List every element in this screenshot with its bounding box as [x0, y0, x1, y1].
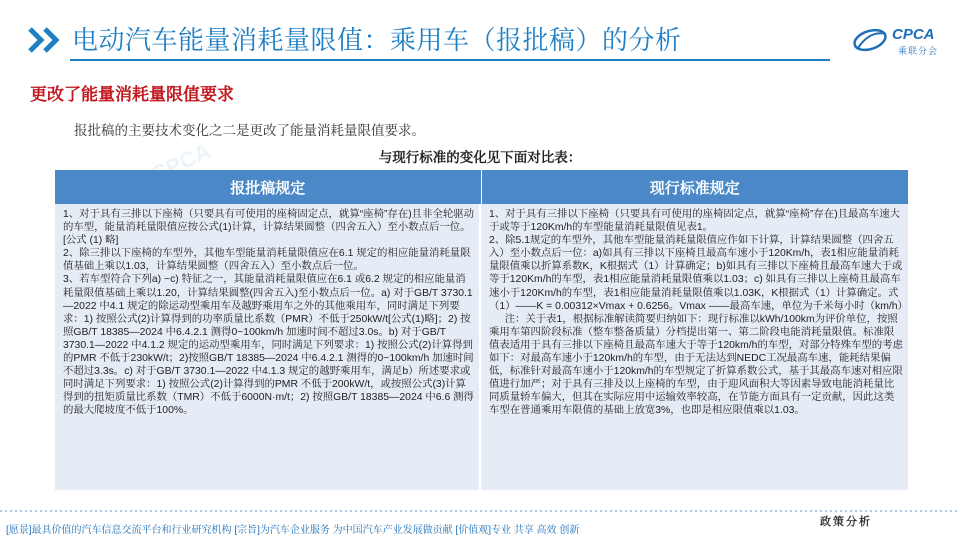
footer-text: [愿景]最具价值的汽车信息交流平台和行业研究机构 [宗旨]为汽车企业服务 为中国汽车产业发展做贡献 [价值观]专业 共享 高效 创新	[6, 525, 580, 536]
draft-item-3: 3、若车型符合下列a) ~c) 特征之一，其能量消耗量限值应在6.1 或6.2 规定的相应能量消耗量限值基础上乘以1.20，计算结果圆整(四舍五入)至小数点后一位。a) 对于GB/T 3730.1—2022 中4.1 规定的除运动型乘用车及越野乘用车之外的其他乘用车，同时满足下列要求：1) 按照公式(2)计算得到的功率质量比系数（PMR）不低于250kW/t[公式(1)略]；2) 按照GB/T 18385—2024 中6.4.2.1 测得0~100km/h 加速时间不超过3.0s。b) 对于GB/T 3730.1—2022 中4.1.2 规定的运动型乘用车，同时满足下列要求：1) 按照公式(2)计算得到的PMR 不低于230kW/t；2)按照GB/T 18385—2024 中6.4.2.1 测得的0~100km/h 加速时间不超过3.3s。c) 对于GB/T 3730.1—2022 中4.1.3 规定的越野乘用车，满足b）所述要求或同时满足下列要求：1) 按照公式(2)计算得到的PMR 不低于200kW/t，或按照公式(3)计算得到的扭矩质量比系数（TMR）不低于6000N·m/t；2) 按照GB/T 18385—2024 中6.6 测得的最大爬坡度不低于100%。	[63, 274, 474, 417]
section-heading: 更改了能量消耗量限值要求	[30, 85, 234, 104]
logo-text: CPCA	[892, 26, 935, 43]
table-header-row	[55, 170, 908, 204]
watermark: CPCA	[147, 138, 215, 188]
current-item-1: 1、对于具有三排以下座椅（只要具有可使用的座椅固定点，就算“座椅”存在)且最高车速大于或等于120Km/h的车型能量消耗量限值见表1。	[489, 209, 900, 234]
draft-item-1: 1、对于具有三排以下座椅（只要具有可使用的座椅固定点，就算“座椅”存在)且非全轮驱动的车型，能量消耗量限值应按公式(1)计算，计算结果圆整（四舍五入）至小数点后一位。[公式 (1) 略]	[63, 209, 474, 247]
bottom-divider	[0, 510, 960, 512]
logo-subtext: 乘联分会	[898, 46, 939, 56]
draft-item-2: 2、除三排以下座椅的车型外，其他车型能量消耗量限值应在6.1 规定的相应能量消耗量限值基础上乘以1.03，计算结果圆整（四舍五入）至小数点后一位。	[63, 248, 471, 273]
current-item-2: 2、除5.1规定的车型外，其他车型能量消耗量限值应作如下计算，计算结果圆整（四舍五入）至小数点后一位：a)如具有三排以下座椅且最高车速小于120Km/h，表1相应能量消耗量限值乘以折算系数K，K根据式（1）计算确定；b)如具有三排以下座椅且最高车速大于或等于120Km/h的车型，表1相应能量消耗量限值乘以1.03；c) 如具有三排以上座椅且最高车速小于120Km/h的车型，表1相应能量消耗量限值乘以1.03K，K根据式（1）计算确定。式（1）——K = 0.00312×Vmax + 0.6256。Vmax ——最高车速，单位为千米每小时（km/h）	[489, 235, 908, 312]
comparison-table	[55, 170, 908, 490]
brand-tag: 政策分析	[820, 515, 872, 528]
current-note: 注：关于表1，根据标准解读简要归纳如下：现行标准以kWh/100km为评价单位，按照乘用车第四阶段标准（整车整备质量）分档提出第一、第二阶段电能消耗量限值。标准限值表适用于具有三排以下座椅且最高车速大于等于120km/h的车型，对部分特殊车型的考虑如下：对最高车速小于120km/h的车型，由于无法达到NEDC工况最高车速，能耗结果偏低，标准针对最高车速小于120km/h的车型规定了折算系数公式，基于其最高车速对相应限值进行加严；对于具有三排及以上座椅的车型，由于迎风面积大等因素导致电能消耗量比同质量轿车偏大，但其在实际应用中运输效率较高，在节能方面具有一定贡献，因此这类车型在普通乘用车限值的基础上放宽3%，也即是相应限值乘以1.03。	[489, 313, 903, 417]
comparison-title: 与现行标准的变化见下面对比表：	[378, 150, 582, 165]
table-row	[55, 204, 908, 490]
draft-provisions-cell	[55, 204, 481, 490]
slide-header	[0, 0, 960, 64]
cpca-logo	[852, 24, 944, 60]
column-header-current: 现行标准规定	[482, 170, 909, 204]
intro-text: 报批稿的主要技术变化之二是更改了能量消耗量限值要求。	[74, 123, 425, 138]
title-underline	[70, 59, 830, 61]
current-provisions-cell	[481, 204, 908, 490]
double-chevron-right-icon	[26, 26, 66, 54]
logo-swirl-icon	[852, 24, 892, 58]
page-title: 电动汽车能量消耗量限值：乘用车（报批稿）的分析	[72, 25, 682, 55]
column-header-draft: 报批稿规定	[55, 170, 482, 204]
